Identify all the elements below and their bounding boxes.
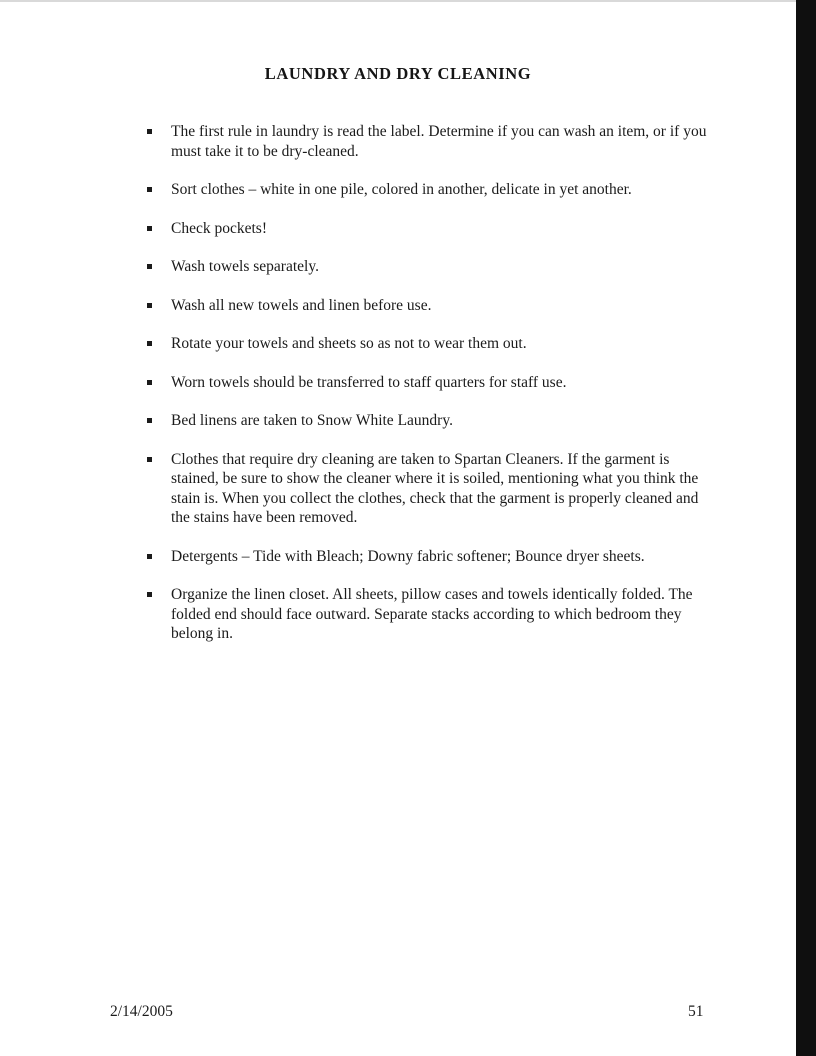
page-number: 51	[688, 1003, 704, 1020]
list-item-text: Wash all new towels and linen before use.	[171, 296, 432, 314]
list-item-text: Bed linens are taken to Snow White Laundry.	[171, 412, 453, 429]
square-bullet-icon	[147, 264, 152, 269]
list-item-text: Rotate your towels and sheets so as not to wear them out.	[171, 335, 527, 352]
list-item	[145, 219, 710, 239]
list-item	[145, 296, 710, 316]
page-top-edge	[0, 0, 796, 2]
list-item-text: The first rule in laundry is read the label. Determine if you can wash an item, or if you must take it to be dry-cleaned.	[171, 123, 707, 160]
list-item	[145, 585, 710, 644]
square-bullet-icon	[147, 418, 152, 423]
footer-date: 2/14/2005	[110, 1003, 173, 1020]
square-bullet-icon	[147, 226, 152, 231]
square-bullet-icon	[147, 341, 152, 346]
list-item	[145, 180, 710, 200]
square-bullet-icon	[147, 380, 152, 385]
list-item-text: Detergents – Tide with Bleach; Downy fabric softener; Bounce dryer sheets.	[171, 547, 645, 565]
page-right-edge	[796, 0, 816, 1056]
list-item-text: Organize the linen closet. All sheets, pillow cases and towels identically folded. The folded end should face outward. Separate stacks according to which bedroom they belong in.	[171, 586, 693, 642]
list-item	[145, 450, 710, 528]
list-item	[145, 547, 710, 567]
list-item	[145, 373, 710, 393]
list-item	[145, 334, 710, 354]
square-bullet-icon	[147, 554, 152, 559]
list-item-text: Wash towels separately.	[171, 258, 319, 275]
square-bullet-icon	[147, 592, 152, 597]
list-item	[145, 257, 710, 277]
list-item-text: Sort clothes – white in one pile, colored in another, delicate in yet another.	[171, 181, 632, 198]
square-bullet-icon	[147, 187, 152, 192]
page-title: LAUNDRY AND DRY CLEANING	[264, 64, 532, 83]
bullet-list	[145, 122, 710, 663]
list-item	[145, 122, 710, 161]
list-item-text: Worn towels should be transferred to staff quarters for staff use.	[171, 373, 567, 391]
list-item	[145, 411, 710, 431]
list-item-text: Clothes that require dry cleaning are taken to Spartan Cleaners. If the garment is stained, be sure to show the cleaner where it is soiled, mentioning what you think the stain is. When you collect the clothes, check that the garment is properly cleaned and the stains have been removed.	[171, 450, 699, 526]
square-bullet-icon	[147, 303, 152, 308]
list-item-text: Check pockets!	[171, 219, 267, 237]
square-bullet-icon	[147, 129, 152, 134]
square-bullet-icon	[147, 457, 152, 462]
